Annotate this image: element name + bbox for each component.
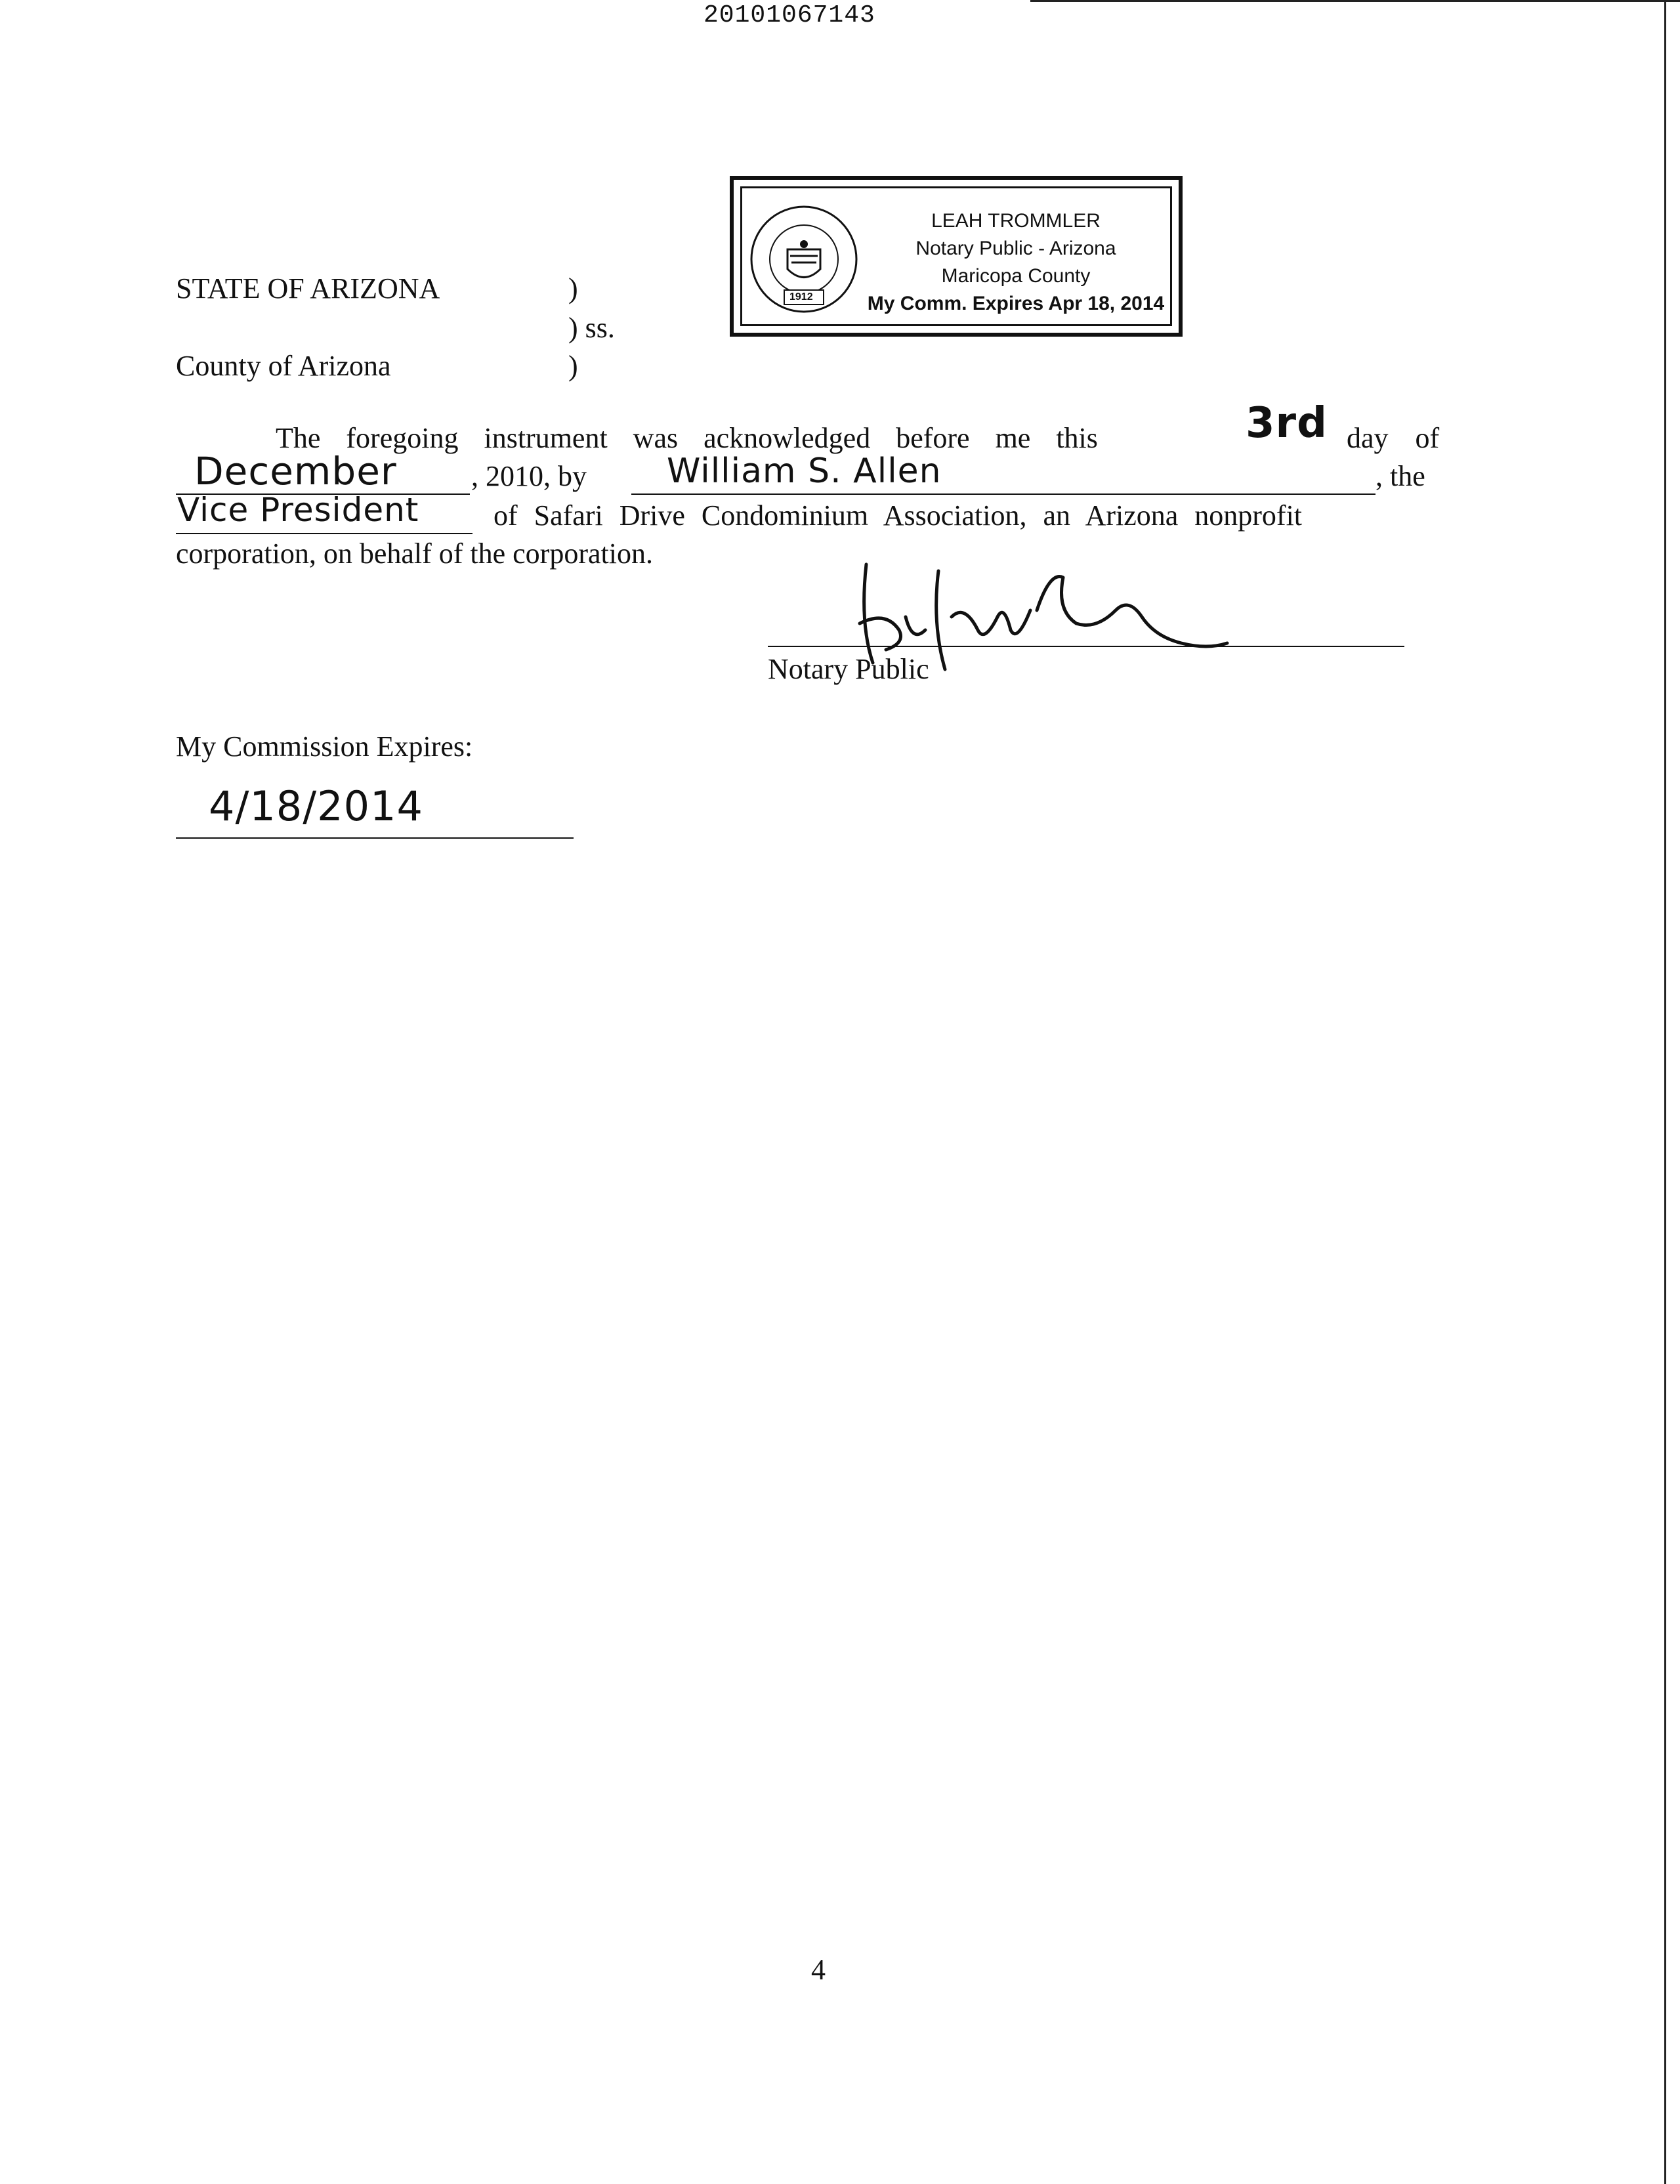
scan-edge-top xyxy=(1030,0,1680,2)
venue-state: STATE OF ARIZONA xyxy=(176,272,440,304)
venue-county: County of Arizona xyxy=(176,350,391,382)
ack-line1-text: The foregoing instrument was acknowledged before me this xyxy=(276,422,1098,454)
handwritten-signer-name: William S. Allen xyxy=(667,452,942,491)
ack-the: , the xyxy=(1376,460,1425,492)
ack-year-by: , 2010, by xyxy=(471,460,587,492)
signer-underline xyxy=(631,494,1376,495)
role-underline xyxy=(176,533,472,534)
commission-date-underline xyxy=(176,837,574,839)
stamp-expiration: My Comm. Expires Apr 18, 2014 xyxy=(867,293,1165,314)
stamp-notary-name: LEAH TROMMLER xyxy=(931,210,1101,232)
notary-stamp xyxy=(730,176,1183,337)
stamp-title: Notary Public - Arizona xyxy=(915,238,1116,259)
ack-day-of: day of xyxy=(1347,422,1440,454)
venue-ss: ) ss. xyxy=(568,312,615,344)
ack-line4-text: corporation, on behalf of the corporation. xyxy=(176,537,653,570)
commission-expires-label: My Commission Expires: xyxy=(176,730,473,763)
handwritten-month: December xyxy=(194,449,397,494)
scan-edge-right xyxy=(1664,0,1666,2184)
notary-signature-line xyxy=(768,646,1404,647)
page-number: 4 xyxy=(811,1954,826,1986)
document-number: 20101067143 xyxy=(704,1,875,30)
handwritten-day: 3rd xyxy=(1246,399,1328,448)
stamp-county: Maricopa County xyxy=(941,265,1091,287)
handwritten-commission-date: 4/18/2014 xyxy=(209,782,423,830)
venue-paren-top: ) xyxy=(568,272,578,304)
notary-public-label: Notary Public xyxy=(768,653,929,685)
ack-line3-text: of Safari Drive Condominium Association, an Arizona nonprofit xyxy=(494,499,1303,532)
handwritten-role: Vice President xyxy=(177,491,419,529)
seal-year: 1912 xyxy=(789,291,813,303)
venue-paren-bottom: ) xyxy=(568,350,578,382)
